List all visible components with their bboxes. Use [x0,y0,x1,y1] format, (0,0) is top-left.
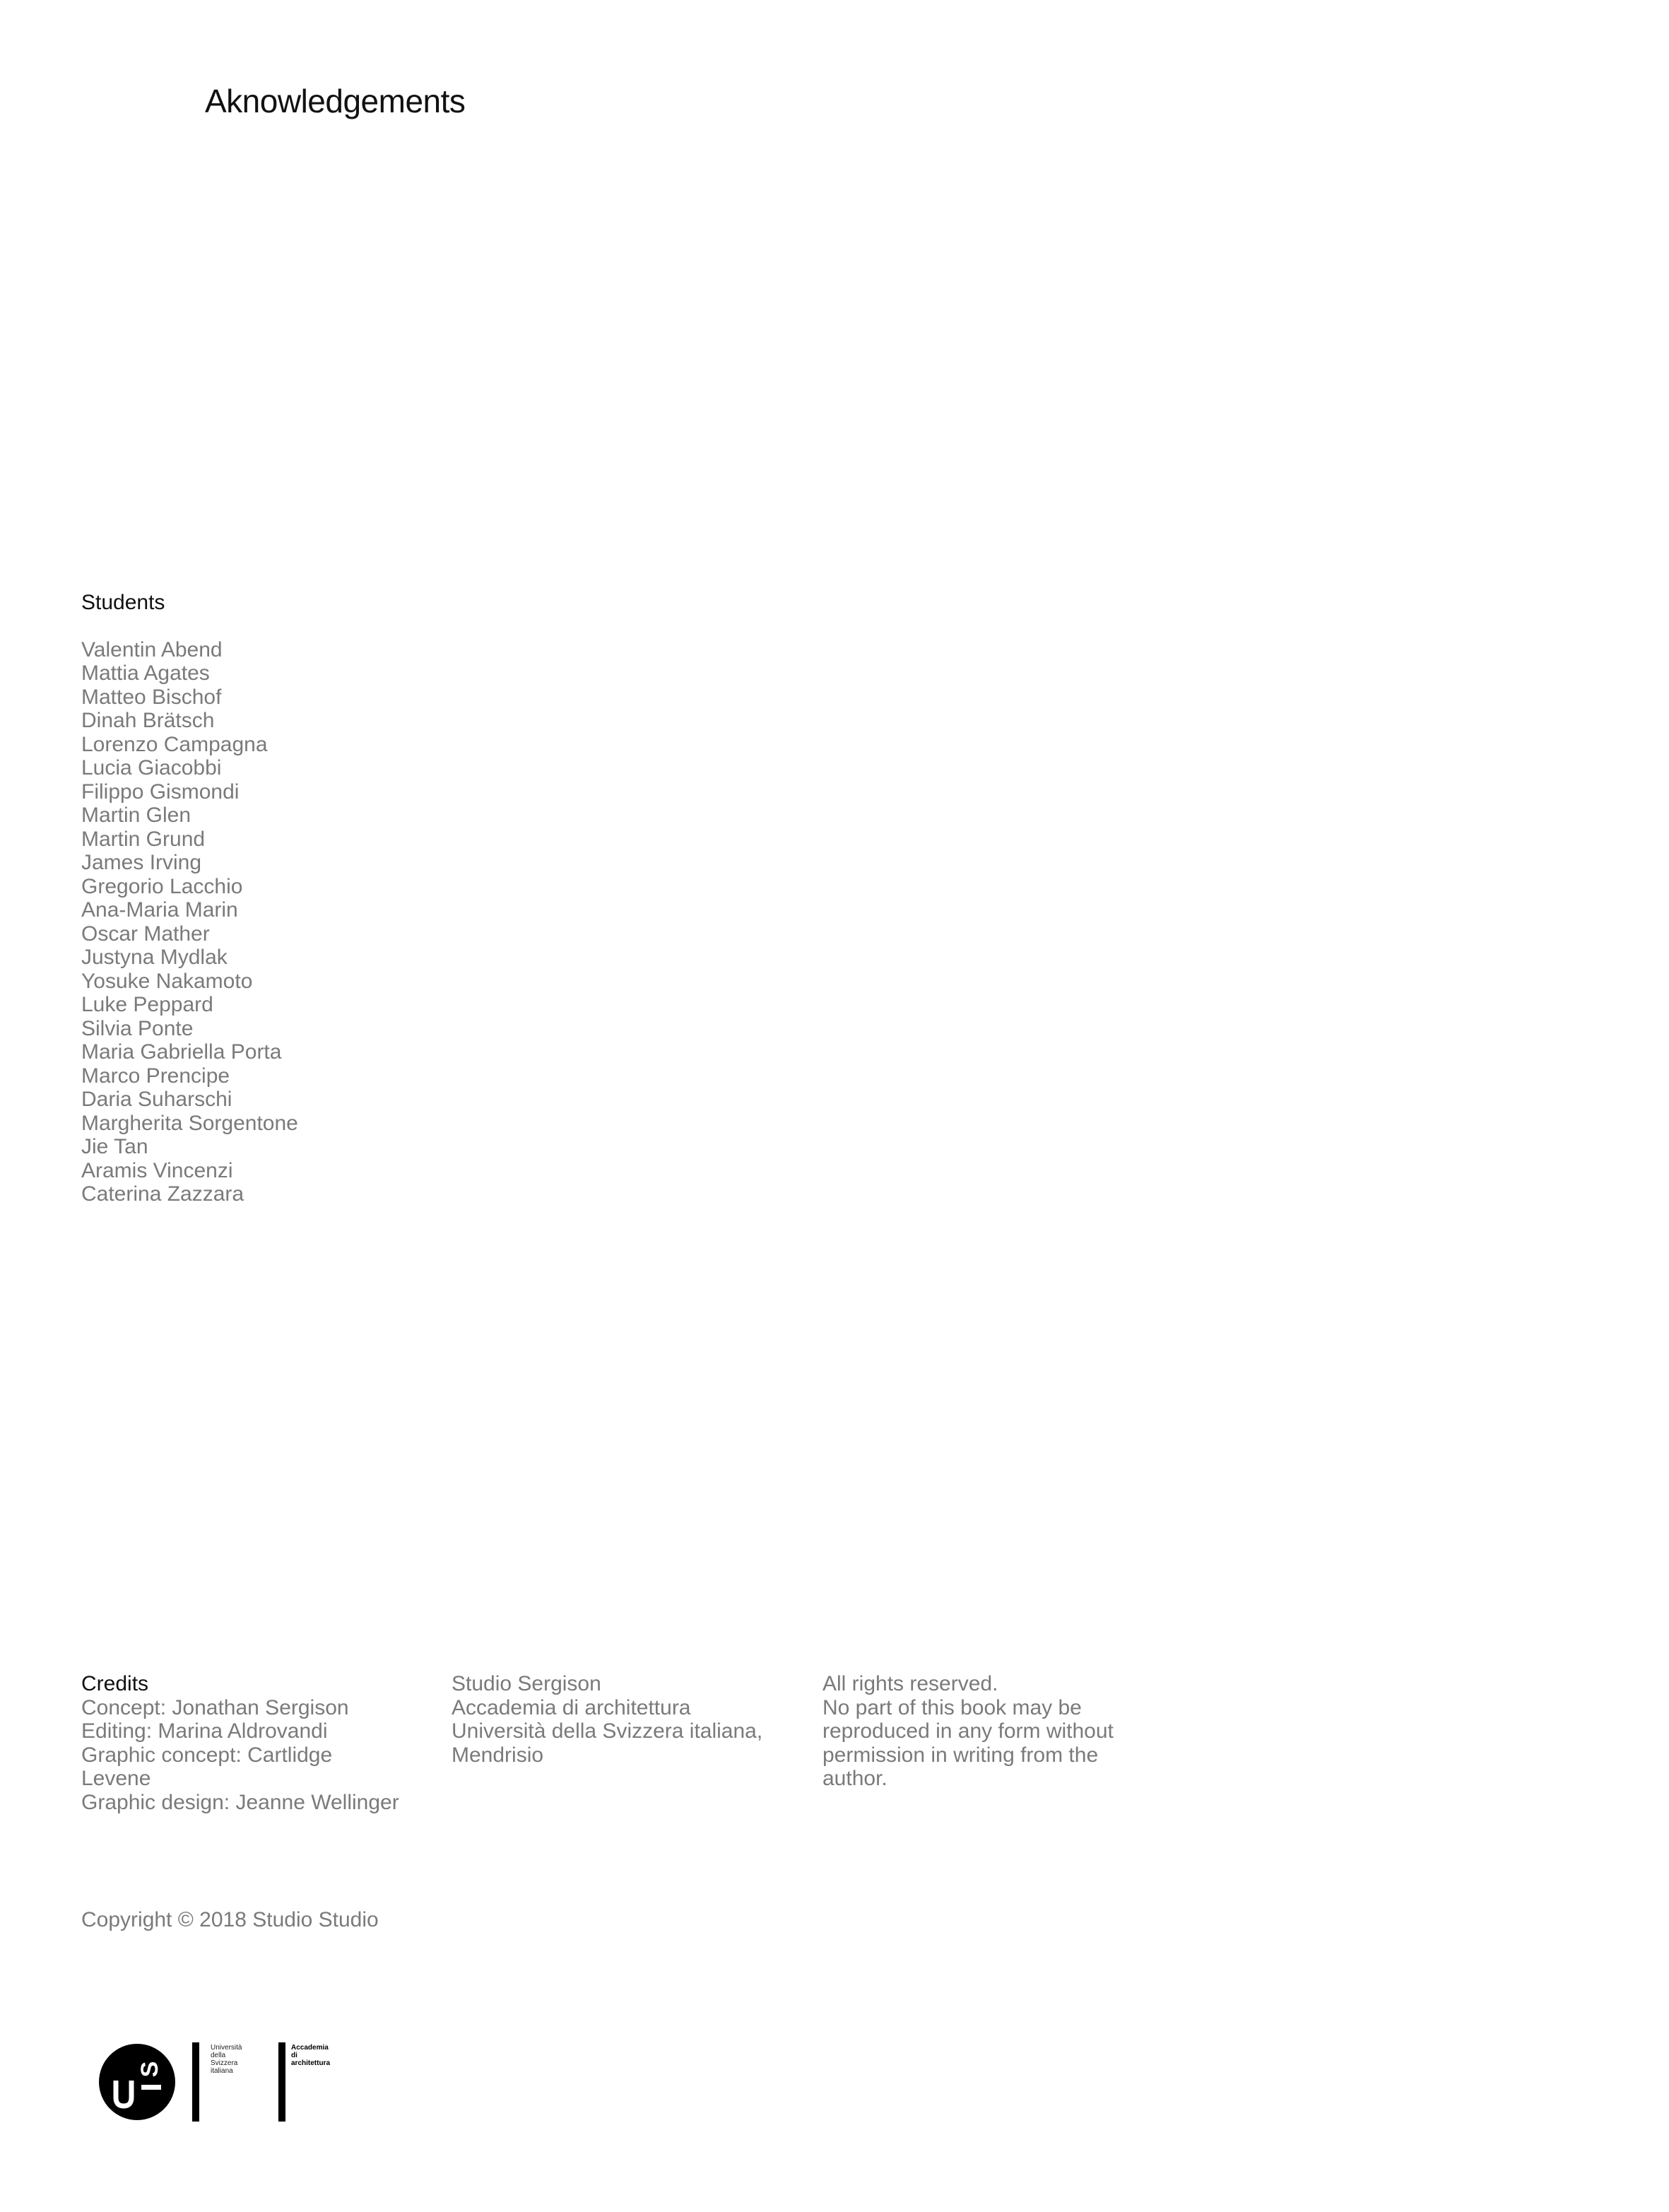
students-section [81,591,298,1218]
student-name: Luke Peppard [81,993,213,1016]
student-name: Jie Tan [81,1135,148,1158]
page-title: Aknowledgements [205,83,466,119]
credit-line: Concept: Jonathan Sergison [81,1695,349,1719]
institution-logos [99,2040,353,2124]
student-name: Martin Grund [81,827,206,851]
rights-line: No part of this book may be [822,1695,1082,1719]
divider-bar [278,2042,285,2122]
student-name: Valentin Abend [81,637,223,661]
student-name: Justyna Mydlak [81,946,228,969]
credit-line: Graphic concept: Cartlidge [81,1743,333,1767]
rights-line: permission in writing from the [822,1743,1099,1767]
student-name: Oscar Mather [81,922,210,946]
credits-column [81,1672,420,1814]
credit-line: Graphic design: Jeanne Wellinger [81,1790,399,1814]
accademia-name-text: Accademia di architettura [291,2044,331,2067]
rights-line: reproduced in any form without [822,1719,1114,1743]
student-name: Gregorio Lacchio [81,874,243,898]
rights-line: All rights reserved. [822,1672,998,1695]
credit-line: Editing: Marina Aldrovandi [81,1719,328,1743]
student-name: Daria Suharschi [81,1088,232,1111]
studio-line: Accademia di architettura [452,1695,691,1719]
student-name: Dinah Brätsch [81,709,215,732]
students-list [81,638,298,1206]
student-name: James Irving [81,851,202,874]
student-name: Yosuke Nakamoto [81,969,253,993]
student-name: Matteo Bischof [81,685,222,709]
credit-line: Levene [81,1767,151,1790]
student-name: Caterina Zazzara [81,1182,244,1206]
rights-column [822,1672,1148,1791]
student-name: Lorenzo Campagna [81,732,268,756]
student-name: Aramis Vincenzi [81,1158,233,1182]
divider-bar [192,2042,199,2122]
student-name: Filippo Gismondi [81,780,240,804]
usi-logo-icon [99,2044,175,2120]
student-name: Martin Glen [81,804,191,827]
studio-line: Studio Sergison [452,1672,601,1695]
student-name: Silvia Ponte [81,1016,194,1040]
rights-line: author. [822,1767,887,1790]
student-name: Maria Gabriella Porta [81,1040,282,1064]
usi-name-text: Università della Svizzera italiana [211,2044,242,2075]
student-name: Marco Prencipe [81,1064,230,1088]
student-name: Ana-Maria Marin [81,898,238,922]
studio-column [452,1672,791,1767]
student-name: Mattia Agates [81,661,210,685]
student-name: Margherita Sorgentone [81,1111,298,1135]
studio-line: Mendrisio [452,1743,544,1767]
svg-text:S: S [136,2061,163,2078]
studio-line: Università della Svizzera italiana, [452,1719,763,1743]
students-heading: Students [81,591,165,614]
credits-heading: Credits [81,1672,149,1695]
copyright-notice: Copyright © 2018 Studio Studio [81,1908,379,1931]
student-name: Lucia Giacobbi [81,756,222,780]
